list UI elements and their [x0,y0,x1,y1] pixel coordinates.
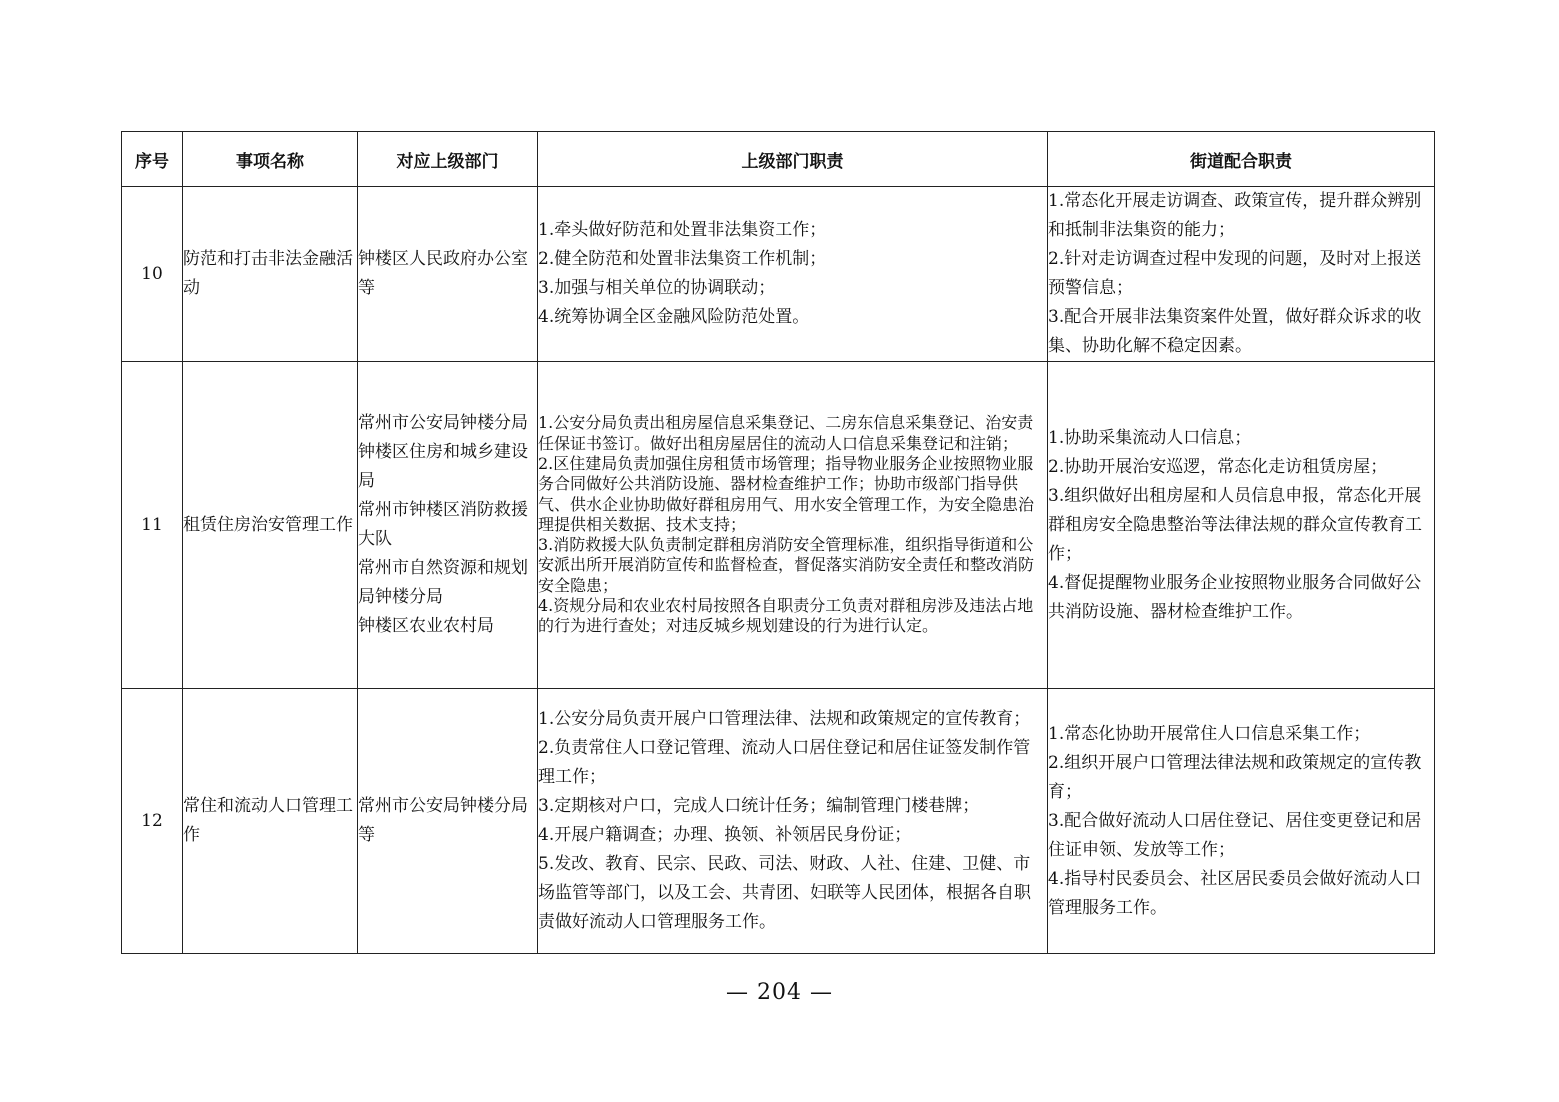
item-name: 防范和打击非法金融活动 [183,187,358,362]
duty-item: 3.消防救援大队负责制定群租房消防安全管理标准，组织指导街道和公安派出所开展消防宣传和监督检查，督促落实消防安全责任和整改消防安全隐患； [538,535,1035,595]
superior-dept [358,689,538,954]
duty-item: 3.组织做好出租房屋和人员信息申报，常态化开展群租房安全隐患整治等法律法规的群众宣传教育工作； [1048,485,1422,564]
item-name: 常住和流动人口管理工作 [183,689,358,954]
duty-table [121,131,1435,954]
duty-item: 1.牵头做好防范和处置非法集资工作； [538,220,827,240]
table-row [122,689,1435,954]
superior-dept [358,362,538,689]
duty-item: 3.定期核对户口，完成人口统计任务；编制管理门楼巷牌； [538,796,980,816]
row-number: 10 [122,187,183,362]
duty-item: 5.发改、教育、民宗、民政、司法、财政、人社、住建、卫健、市场监管等部门，以及工会、共青团、妇联等人民团体，根据各自职责做好流动人口管理服务工作。 [538,854,1031,932]
superior-duties [538,187,1048,362]
street-duties [1048,187,1435,362]
duty-item: 1.公安分局负责出租房屋信息采集登记、二房东信息采集登记、治安责任保证书签订。做好出租房屋居住的流动人口信息采集登记和注销； [538,413,1034,453]
duty-item: 2.协助开展治安巡逻，常态化走访租赁房屋； [1048,456,1388,477]
header-no: 序号 [122,132,183,187]
duty-item: 4.开展户籍调查；办理、换领、补领居民身份证； [538,825,912,845]
header-superior-dept: 对应上级部门 [358,132,538,187]
duty-item: 4.督促提醒物业服务企业按照物业服务合同做好公共消防设施、器材检查维护工作。 [1048,572,1422,622]
superior-duties [538,362,1048,689]
table-header-row [122,132,1435,187]
duty-item: 3.加强与相关单位的协调联动； [538,278,776,298]
page-number: — 204 — [726,980,833,1005]
header-street-duties: 街道配合职责 [1048,132,1435,187]
street-duties [1048,362,1435,689]
dept-line: 常州市钟楼区消防救援大队 [358,500,528,549]
duty-item: 1.常态化开展走访调查、政策宣传，提升群众辨别和抵制非法集资的能力； [1048,191,1422,240]
dept-line: 常州市自然资源和规划局钟楼分局 [358,558,528,607]
duty-item: 2.针对走访调查过程中发现的问题，及时对上报送预警信息； [1048,249,1422,298]
duty-item: 3.配合开展非法集资案件处置，做好群众诉求的收集、协助化解不稳定因素。 [1048,307,1422,356]
header-superior-duties: 上级部门职责 [538,132,1048,187]
dept-line: 常州市公安局钟楼分局 [358,413,528,433]
item-name: 租赁住房治安管理工作 [183,362,358,689]
superior-dept [358,187,538,362]
duty-item: 1.常态化协助开展常住人口信息采集工作； [1048,723,1371,744]
duty-item: 4.统筹协调全区金融风险防范处置。 [538,307,810,327]
table-row [122,187,1435,362]
header-item-name: 事项名称 [183,132,358,187]
dept-line: 钟楼区人民政府办公室等 [358,249,528,298]
duty-item: 3.配合做好流动人口居住登记、居住变更登记和居住证申领、发放等工作； [1048,810,1422,860]
duty-item: 2.区住建局负责加强住房租赁市场管理；指导物业服务企业按照物业服务合同做好公共消防设施、器材检查维护工作；协助市级部门指导供气、供水企业协助做好群租房用气、用水安全管理工作，为安全隐患治理提供相关数据、技术支持； [538,453,1035,534]
dept-line: 常州市公安局钟楼分局等 [358,796,528,845]
table-row [122,362,1435,689]
duty-item: 1.协助采集流动人口信息； [1048,427,1252,448]
duty-item: 2.负责常住人口登记管理、流动人口居住登记和居住证签发制作管理工作； [538,738,1031,787]
duty-item: 2.健全防范和处置非法集资工作机制； [538,249,827,269]
row-number: 12 [122,689,183,954]
duty-item: 4.资规分局和农业农村局按照各自职责分工负责对群租房涉及违法占地的行为进行查处；对违反城乡规划建设的行为进行认定。 [538,596,1034,636]
superior-duties [538,689,1048,954]
duty-item: 4.指导村民委员会、社区居民委员会做好流动人口管理服务工作。 [1048,868,1422,918]
dept-line: 钟楼区农业农村局 [358,616,494,636]
row-number: 11 [122,362,183,689]
street-duties [1048,689,1435,954]
duty-item: 1.公安分局负责开展户口管理法律、法规和政策规定的宣传教育； [538,709,1031,729]
dept-line: 钟楼区住房和城乡建设局 [358,442,528,491]
duty-item: 2.组织开展户口管理法律法规和政策规定的宣传教育； [1048,752,1422,802]
